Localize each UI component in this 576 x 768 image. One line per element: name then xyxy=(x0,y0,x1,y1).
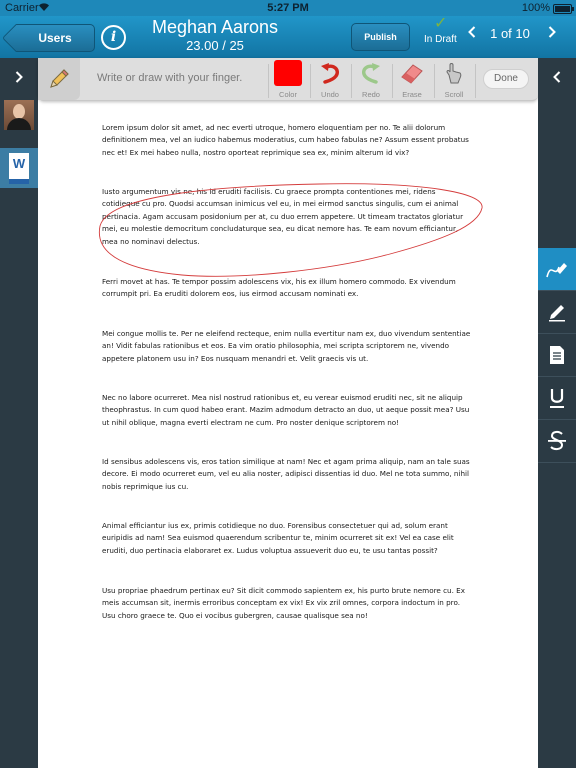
freehand-tool-button[interactable] xyxy=(538,248,576,291)
erase-button[interactable] xyxy=(392,58,432,100)
publish-button[interactable]: Publish xyxy=(351,23,410,51)
redo-label: Redo xyxy=(362,90,380,99)
battery-percentage: 100% xyxy=(521,2,550,14)
status-bar xyxy=(0,0,576,16)
scroll-label: Scroll xyxy=(444,90,464,99)
undo-icon xyxy=(318,61,342,85)
student-name: Meghan Aarons xyxy=(151,17,279,37)
paragraph: Id sensibus adolescens vis, eros tation similique at nam! Nec et agam prima aliquip, nam an tale suas decore. Ei modo ocurreret eum, vel eu alia noster, adipisci dissentias id duo. Mel ne tota summo, nihil nobis reprimique ius cu. xyxy=(102,457,470,491)
info-icon[interactable]: i xyxy=(101,25,126,50)
document-page[interactable] xyxy=(38,58,538,768)
redo-button[interactable] xyxy=(351,58,391,100)
paragraph: Mei congue mollis te. Per ne eleifend recteque, enim nulla evertitur nam ex, duo vivendum sententiae an! Vidit fabulas rationibus et eos. Ea vim oratio philosophia, mei scripta scriptorem ne, vivendo appetere platonem usu in? Eos nusquam menandri et. Velit graecis vis ut. xyxy=(102,329,471,363)
highlight-tool-button[interactable] xyxy=(538,291,576,334)
paragraph: Animal efficiantur ius ex, primis cotidieque no duo. Forensibus consectetuer qui ad, solum erant euripidis ad nam! Sea euismod quaerendum scribentur te, minim ocurreret sit ex! Vel ea case elit eruditi, duo pertinacia elaboraret ex. Ludus voluptua assueverit duo eu, te usu tantas possit? xyxy=(102,521,454,555)
color-button[interactable] xyxy=(268,58,308,100)
paragraph: Lorem ipsum dolor sit amet, ad nec everti utroque, homero eloquentiam per no. Te alii dolorum definitionem mea, vel an iudico habemus moderatius, cum habeo fabulas ne? Assum essent probatus nec et! Ex mei habeo nulla, nostro oporteat reprimique sea ex, minim alterum id vix? xyxy=(102,123,469,157)
pencil-tool-tab[interactable] xyxy=(38,58,80,100)
note-icon xyxy=(548,345,566,365)
redo-icon xyxy=(359,61,383,85)
page-indicator: 1 of 10 xyxy=(490,26,530,41)
status-time: 5:27 PM xyxy=(267,2,309,14)
scroll-button[interactable] xyxy=(434,58,474,100)
undo-label: Undo xyxy=(321,90,339,99)
eraser-icon xyxy=(400,61,424,85)
back-button-label: Users xyxy=(38,31,72,45)
hand-scroll-icon xyxy=(442,61,466,85)
checkmark-icon: ✓ xyxy=(434,15,448,32)
underline-icon xyxy=(547,387,567,409)
paragraph: Nec no labore ocurreret. Mea nisl nostrud rationibus et, eu verear euismod eruditi nec, sit ne aliquip theophrastus. In cum quod habeo erant. Mazim admodum detracto an duo, ut aeque possit mea? Usu ut nihil oblique, magna everti electram ne cum. Pro noster denique scriptorem no! xyxy=(102,393,470,427)
freehand-icon xyxy=(545,257,569,281)
strikethrough-tool-button[interactable] xyxy=(538,420,576,463)
battery-icon xyxy=(553,4,572,14)
underline-tool-button[interactable] xyxy=(538,377,576,420)
navigation-bar xyxy=(0,16,576,58)
chevron-right-icon xyxy=(15,71,23,83)
chevron-right-icon[interactable] xyxy=(548,25,556,41)
word-document-icon: W xyxy=(9,153,29,184)
word-document-item[interactable] xyxy=(0,148,38,188)
expand-left-sidebar-button[interactable] xyxy=(0,58,38,96)
erase-label: Erase xyxy=(402,90,422,99)
color-label: Color xyxy=(279,90,297,99)
color-swatch xyxy=(274,60,302,86)
annotation-toolbar xyxy=(38,58,538,101)
chevron-left-icon[interactable] xyxy=(468,25,476,41)
paragraph: Usu propriae phaedrum pertinax eu? Sit dicit commodo sapientem ex, his purto brute nemore cu. Ex meis accumsan sit, inermis erroribus conceptam ex vix! Ex vix zril omnes, corpora indoctum in pro. Usu choro graece te. Quo ei vocibus gubergren, causae qualisque sea no! xyxy=(102,586,465,620)
score: 23.00 / 25 xyxy=(186,38,244,53)
back-to-users-button[interactable] xyxy=(16,24,95,52)
highlight-icon xyxy=(547,302,567,322)
carrier-label: Carrier xyxy=(5,2,39,14)
pencil-icon xyxy=(47,67,71,91)
toolbar-hint: Write or draw with your finger. xyxy=(97,72,243,84)
left-sidebar xyxy=(0,58,38,768)
note-tool-button[interactable] xyxy=(538,334,576,377)
draft-status: In Draft xyxy=(424,34,457,45)
collapse-right-sidebar-button[interactable] xyxy=(538,58,576,96)
paragraph: Ferri movet at has. Te tempor possim adolescens vix, his ex illum homero commodo. Ex vivendum corrumpit pri. Ea eruditi dolorem eos, ius eirmod accusam nominati ex. xyxy=(102,277,456,299)
done-button[interactable]: Done xyxy=(483,69,529,89)
student-avatar-item[interactable] xyxy=(0,96,38,136)
right-sidebar xyxy=(538,58,576,768)
paragraph: Iusto argumentum vis ne, his id eruditi facilisis. Cu graece prompta contentiones mei, ridens cotidieque cu pro. Quodsi accumsan inimicus vel eu, in mei eirmod sanctus singulis, cum ei animal pertinacia. Agam accusam posidonium per at, cu duo errem appetere. Ut timeam tractatos gloriatur mei, eu molestie democritum concludaturque sea, eu dicat nemore has. Te eam novum efficiantur, mea no nominavi delectus. xyxy=(102,187,464,246)
avatar xyxy=(4,100,34,130)
undo-button[interactable] xyxy=(310,58,350,100)
strikethrough-icon xyxy=(547,430,567,452)
chevron-left-icon xyxy=(553,71,561,83)
